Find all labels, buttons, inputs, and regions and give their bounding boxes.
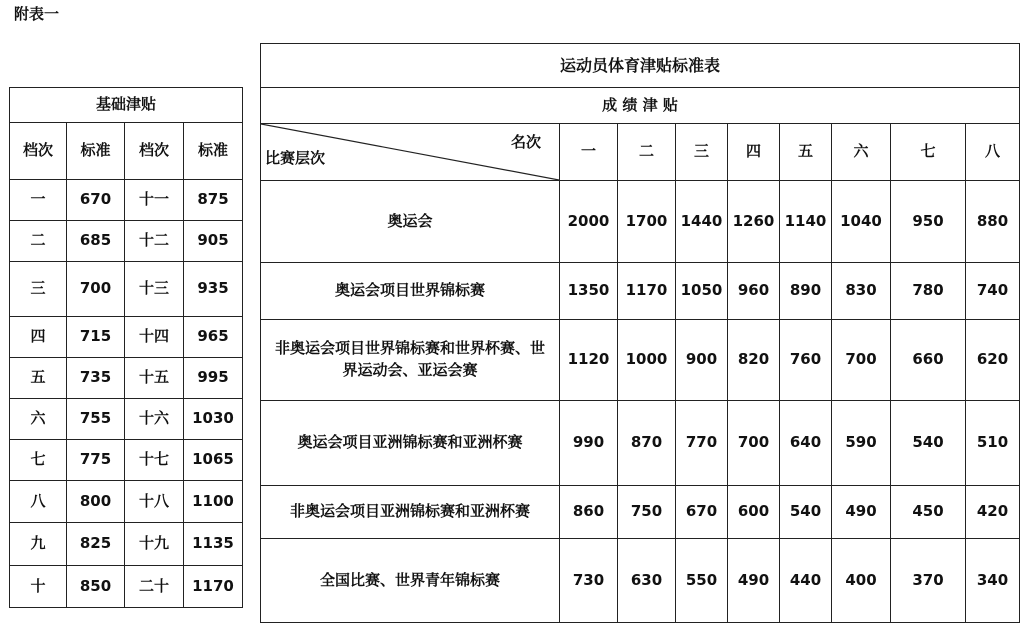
table-row	[261, 320, 1020, 401]
allowance-value-cell: 700	[832, 320, 891, 401]
header-tier: 档次	[125, 123, 184, 180]
standard-cell: 995	[184, 358, 243, 399]
rank-header: 五	[780, 124, 832, 181]
competition-level-cell: 奥运会项目世界锦标赛	[261, 263, 560, 320]
rank-header: 八	[966, 124, 1020, 181]
table-subtitle: 成 绩 津 贴	[261, 88, 1020, 124]
table-row	[10, 481, 243, 523]
table-row	[10, 440, 243, 481]
allowance-value-cell: 440	[780, 539, 832, 623]
allowance-value-cell: 420	[966, 486, 1020, 539]
tier-cell: 十三	[125, 262, 184, 317]
base-allowance-table	[9, 87, 243, 608]
competition-level-cell: 全国比赛、世界青年锦标赛	[261, 539, 560, 623]
competition-level-cell: 非奥运会项目世界锦标赛和世界杯赛、世界运动会、亚运会赛	[261, 320, 560, 401]
tier-cell: 三	[10, 262, 67, 317]
tier-cell: 八	[10, 481, 67, 523]
header-standard: 标准	[184, 123, 243, 180]
table-row	[261, 181, 1020, 263]
allowance-value-cell: 900	[676, 320, 728, 401]
allowance-value-cell: 540	[780, 486, 832, 539]
table-row	[261, 539, 1020, 623]
standard-cell: 905	[184, 221, 243, 262]
allowance-value-cell: 490	[728, 539, 780, 623]
allowance-value-cell: 370	[891, 539, 966, 623]
standard-cell: 1065	[184, 440, 243, 481]
standard-cell: 685	[67, 221, 125, 262]
allowance-value-cell: 950	[891, 181, 966, 263]
allowance-value-cell: 730	[560, 539, 618, 623]
allowance-value-cell: 830	[832, 263, 891, 320]
corner-level-label: 比赛层次	[265, 149, 326, 168]
allowance-value-cell: 1000	[618, 320, 676, 401]
table-title: 运动员体育津贴标准表	[261, 44, 1020, 88]
table-row	[10, 399, 243, 440]
table-row	[10, 523, 243, 566]
standard-cell: 935	[184, 262, 243, 317]
allowance-value-cell: 1120	[560, 320, 618, 401]
standard-cell: 1135	[184, 523, 243, 566]
allowance-value-cell: 750	[618, 486, 676, 539]
allowance-value-cell: 870	[618, 401, 676, 486]
tier-cell: 十七	[125, 440, 184, 481]
allowance-value-cell: 700	[728, 401, 780, 486]
tier-cell: 十九	[125, 523, 184, 566]
allowance-value-cell: 1140	[780, 181, 832, 263]
tier-cell: 十二	[125, 221, 184, 262]
rank-header: 七	[891, 124, 966, 181]
rank-header: 一	[560, 124, 618, 181]
allowance-value-cell: 540	[891, 401, 966, 486]
standard-cell: 1100	[184, 481, 243, 523]
allowance-value-cell: 600	[728, 486, 780, 539]
standard-cell: 755	[67, 399, 125, 440]
tier-cell: 四	[10, 317, 67, 358]
tier-cell: 十八	[125, 481, 184, 523]
allowance-value-cell: 890	[780, 263, 832, 320]
competition-level-cell: 奥运会	[261, 181, 560, 263]
standard-cell: 1170	[184, 566, 243, 608]
allowance-value-cell: 770	[676, 401, 728, 486]
allowance-value-cell: 450	[891, 486, 966, 539]
allowance-value-cell: 510	[966, 401, 1020, 486]
allowance-value-cell: 550	[676, 539, 728, 623]
table-row	[10, 358, 243, 399]
table-row	[261, 263, 1020, 320]
allowance-value-cell: 820	[728, 320, 780, 401]
tier-cell: 五	[10, 358, 67, 399]
standard-cell: 700	[67, 262, 125, 317]
corner-rank-label: 名次	[510, 133, 541, 151]
standard-cell: 965	[184, 317, 243, 358]
allowance-value-cell: 590	[832, 401, 891, 486]
appendix-label: 附表一	[14, 5, 60, 23]
table-row	[10, 566, 243, 608]
allowance-value-cell: 640	[780, 401, 832, 486]
tier-cell: 二	[10, 221, 67, 262]
table-row	[261, 486, 1020, 539]
tier-cell: 十一	[125, 180, 184, 221]
standard-cell: 800	[67, 481, 125, 523]
allowance-value-cell: 660	[891, 320, 966, 401]
allowance-value-cell: 1350	[560, 263, 618, 320]
allowance-value-cell: 760	[780, 320, 832, 401]
rank-header: 二	[618, 124, 676, 181]
allowance-value-cell: 1700	[618, 181, 676, 263]
standard-cell: 875	[184, 180, 243, 221]
allowance-value-cell: 960	[728, 263, 780, 320]
allowance-value-cell: 1260	[728, 181, 780, 263]
standard-cell: 735	[67, 358, 125, 399]
allowance-value-cell: 780	[891, 263, 966, 320]
tier-cell: 十四	[125, 317, 184, 358]
table-row	[10, 180, 243, 221]
standard-cell: 825	[67, 523, 125, 566]
standard-cell: 1030	[184, 399, 243, 440]
performance-allowance-table	[260, 43, 1020, 623]
allowance-value-cell: 740	[966, 263, 1020, 320]
allowance-value-cell: 490	[832, 486, 891, 539]
table-row	[261, 401, 1020, 486]
standard-cell: 850	[67, 566, 125, 608]
tier-cell: 十六	[125, 399, 184, 440]
tier-cell: 二十	[125, 566, 184, 608]
tier-cell: 六	[10, 399, 67, 440]
table-row	[10, 262, 243, 317]
table-row	[10, 317, 243, 358]
rank-header: 四	[728, 124, 780, 181]
allowance-value-cell: 860	[560, 486, 618, 539]
allowance-value-cell: 880	[966, 181, 1020, 263]
corner-header	[261, 124, 560, 181]
standard-cell: 715	[67, 317, 125, 358]
rank-header: 六	[832, 124, 891, 181]
competition-level-cell: 非奥运会项目亚洲锦标赛和亚洲杯赛	[261, 486, 560, 539]
standard-cell: 775	[67, 440, 125, 481]
table-row	[10, 221, 243, 262]
allowance-value-cell: 2000	[560, 181, 618, 263]
allowance-value-cell: 1440	[676, 181, 728, 263]
tier-cell: 十	[10, 566, 67, 608]
header-standard: 标准	[67, 123, 125, 180]
header-tier: 档次	[10, 123, 67, 180]
tier-cell: 十五	[125, 358, 184, 399]
standard-cell: 670	[67, 180, 125, 221]
tier-cell: 七	[10, 440, 67, 481]
allowance-value-cell: 340	[966, 539, 1020, 623]
base-table-title: 基础津贴	[10, 88, 243, 123]
allowance-value-cell: 670	[676, 486, 728, 539]
allowance-value-cell: 1040	[832, 181, 891, 263]
allowance-value-cell: 620	[966, 320, 1020, 401]
allowance-value-cell: 1170	[618, 263, 676, 320]
competition-level-cell: 奥运会项目亚洲锦标赛和亚洲杯赛	[261, 401, 560, 486]
rank-header: 三	[676, 124, 728, 181]
allowance-value-cell: 630	[618, 539, 676, 623]
allowance-value-cell: 400	[832, 539, 891, 623]
tier-cell: 一	[10, 180, 67, 221]
tier-cell: 九	[10, 523, 67, 566]
allowance-value-cell: 990	[560, 401, 618, 486]
allowance-value-cell: 1050	[676, 263, 728, 320]
